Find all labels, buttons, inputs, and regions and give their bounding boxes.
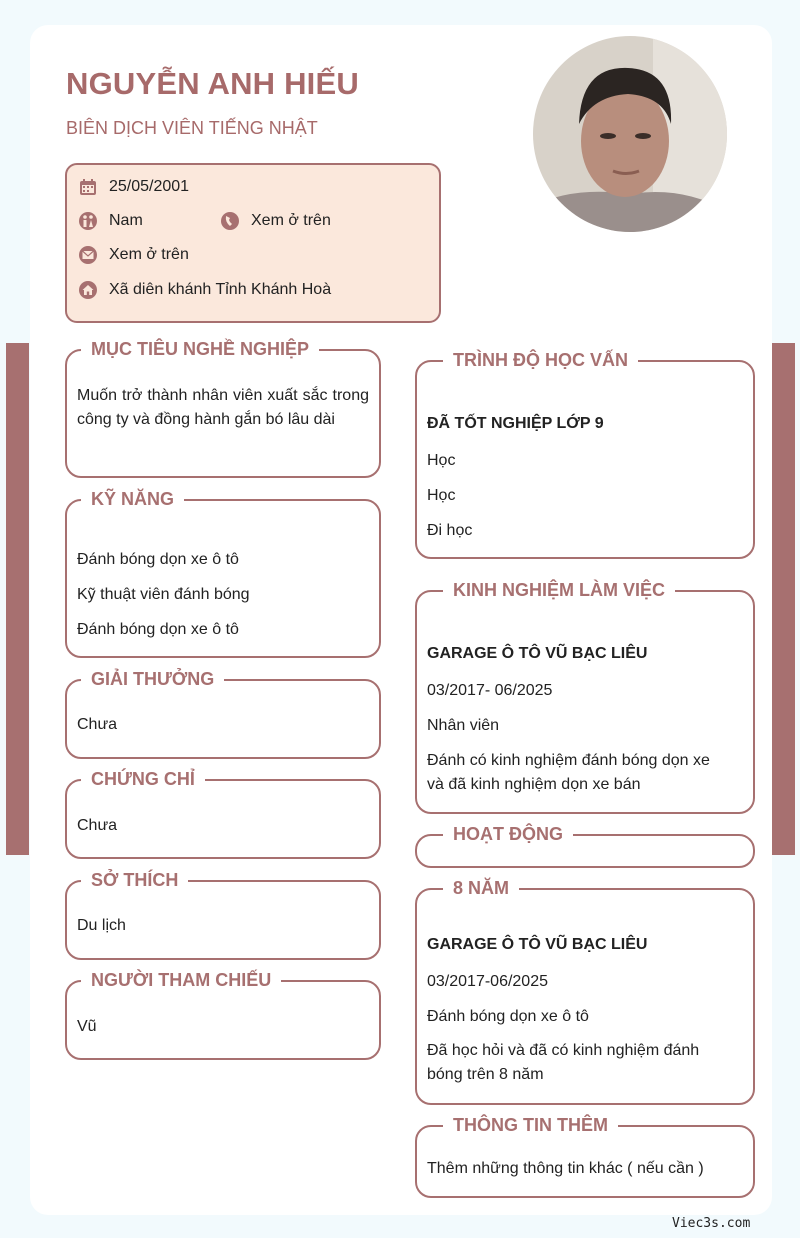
objective-text: Muốn trở thành nhân viên xuất sắc trong công ty và đồng hành gắn bó lâu dài — [77, 387, 369, 428]
address-value: Xã diên khánh Tỉnh Khánh Hoà — [109, 281, 332, 298]
experience-description: Đánh có kinh nghiệm đánh bóng dọn xe và đã kinh nghiệm dọn xe bán — [427, 752, 710, 793]
hobbies-text: Du lịch — [77, 917, 126, 934]
section-title: NGƯỜI THAM CHIẾU — [81, 968, 281, 992]
avatar — [533, 36, 727, 232]
phone-row — [220, 211, 331, 231]
skill-item: Đánh bóng dọn xe ô tô — [77, 551, 239, 568]
left-accent-bar — [6, 343, 29, 855]
section-title: GIẢI THƯỞNG — [81, 667, 224, 691]
education-line: Đi học — [427, 522, 473, 539]
home-icon — [78, 280, 98, 300]
awards-section — [65, 669, 381, 759]
education-school: ĐÃ TỐT NGHIỆP LỚP 9 — [427, 415, 604, 432]
experience-position: Nhân viên — [427, 717, 500, 734]
section-title: SỞ THÍCH — [81, 868, 188, 892]
phone-icon — [220, 211, 240, 231]
eight-years-description: Đã học hỏi và đã có kinh nghiệm đánh bóng trên 8 năm — [427, 1042, 700, 1083]
section-title: KINH NGHIỆM LÀM VIỆC — [443, 578, 675, 602]
references-section — [65, 970, 381, 1060]
birthday-row — [78, 177, 189, 197]
experience-section — [415, 580, 755, 814]
extra-info-section — [415, 1115, 755, 1198]
references-text: Vũ — [77, 1018, 97, 1035]
skill-item: Đánh bóng dọn xe ô tô — [77, 621, 239, 638]
email-icon — [78, 245, 98, 265]
certificates-section — [65, 769, 381, 859]
experience-period: 03/2017- 06/2025 — [427, 682, 553, 699]
awards-text: Chưa — [77, 716, 118, 733]
objective-section — [65, 339, 381, 478]
right-accent-bar — [772, 343, 795, 855]
certificates-text: Chưa — [77, 817, 118, 834]
email-row — [78, 245, 189, 265]
phone-value: Xem ở trên — [251, 212, 331, 229]
section-title: 8 NĂM — [443, 876, 519, 900]
education-section — [415, 350, 755, 559]
skill-item: Kỹ thuật viên đánh bóng — [77, 586, 250, 603]
eight-years-period: 03/2017-06/2025 — [427, 973, 548, 990]
calendar-icon — [78, 177, 98, 197]
section-title: KỸ NĂNG — [81, 487, 184, 511]
education-line: Học — [427, 487, 456, 504]
gender-icon — [78, 211, 98, 231]
extra-info-text: Thêm những thông tin khác ( nếu cần ) — [427, 1160, 704, 1177]
hobbies-section — [65, 870, 381, 960]
gender-row — [78, 211, 143, 231]
email-value: Xem ở trên — [109, 246, 189, 263]
contact-info-box — [65, 163, 441, 323]
eight-years-role: Đánh bóng dọn xe ô tô — [427, 1008, 589, 1025]
activities-section — [415, 824, 755, 868]
education-line: Học — [427, 452, 456, 469]
experience-company: GARAGE Ô TÔ VŨ BẠC LIÊU — [427, 645, 648, 662]
birthday-value: 25/05/2001 — [109, 178, 190, 195]
address-row — [78, 280, 331, 300]
skills-section — [65, 489, 381, 658]
candidate-name: NGUYỄN ANH HIẾU — [66, 66, 359, 101]
eight-years-company: GARAGE Ô TÔ VŨ BẠC LIÊU — [427, 936, 648, 953]
section-title: CHỨNG CHỈ — [81, 767, 205, 791]
section-title: MỤC TIÊU NGHỀ NGHIỆP — [81, 337, 319, 361]
eight-years-section — [415, 878, 755, 1105]
section-title: TRÌNH ĐỘ HỌC VẤN — [443, 348, 638, 372]
footer-brand: Viec3s.com — [672, 1216, 751, 1231]
section-title: THÔNG TIN THÊM — [443, 1113, 618, 1137]
candidate-role: BIÊN DỊCH VIÊN TIẾNG NHẬT — [66, 118, 318, 138]
section-title: HOẠT ĐỘNG — [443, 822, 573, 846]
gender-value: Nam — [109, 212, 143, 229]
